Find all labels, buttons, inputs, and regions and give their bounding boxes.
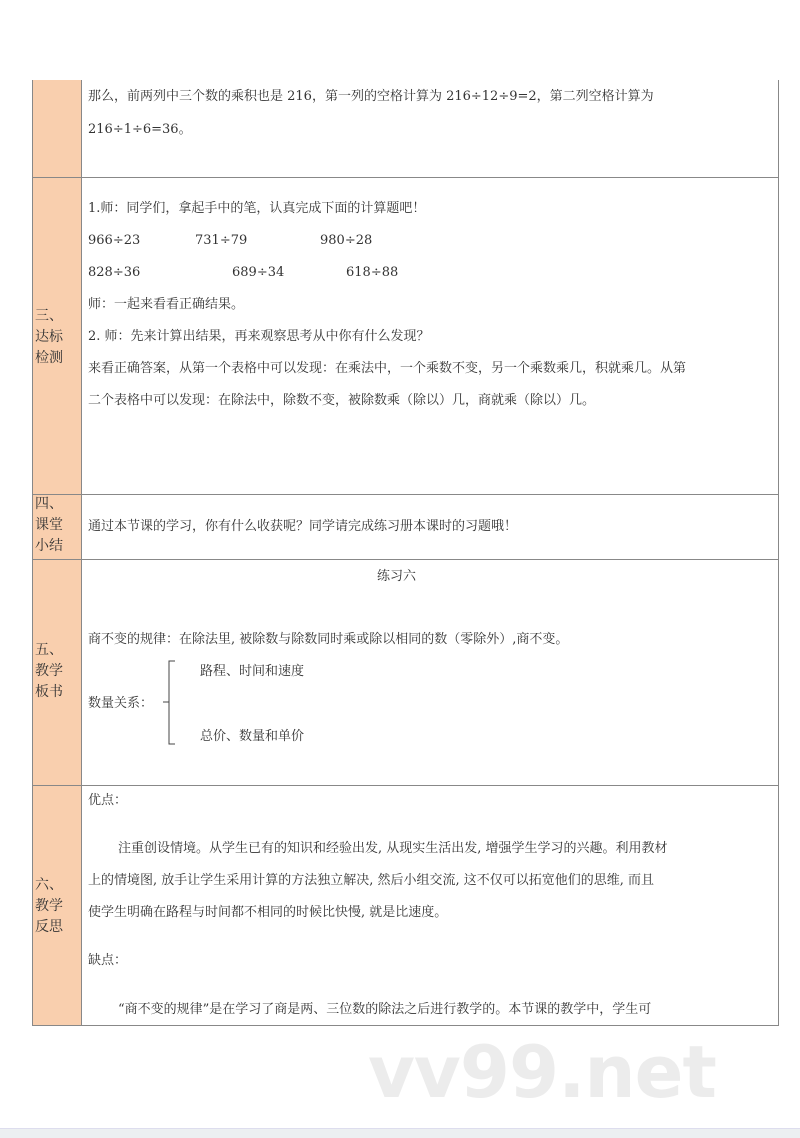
problem: 689÷34 <box>232 265 285 280</box>
section-label-6: 六、 教学 反思 <box>35 877 63 935</box>
pros-label: 优点： <box>88 793 128 808</box>
text-line: 1.师：同学们，拿起手中的笔，认真完成下面的计算题吧！ <box>88 201 426 216</box>
section-label-3: 三、 达标 检测 <box>35 308 63 366</box>
relation-item: 路程、时间和速度 <box>200 664 305 679</box>
text-line: 216÷1÷6=36。 <box>88 122 192 137</box>
text-line: 师：一起来看看正确结果。 <box>88 297 245 312</box>
section-label-5: 五、 教学 板书 <box>35 642 63 700</box>
relation-item: 总价、数量和单价 <box>200 729 305 744</box>
text-line: 2. 师：先来计算出结果，再来观察思考从中你有什么发现？ <box>88 329 430 344</box>
watermark: vv99.net <box>368 1030 716 1114</box>
text-line: 使学生明确在路程与时间都不相同的时候比快慢, 就是比速度。 <box>88 905 448 920</box>
board-title: 练习六 <box>377 569 417 584</box>
text-line: 上的情境图, 放手让学生采用计算的方法独立解决, 然后小组交流, 这不仅可以拓宽他们的思维, 而且 <box>88 873 655 888</box>
cons-label: 缺点： <box>88 953 128 968</box>
text-line: “商不变的规律”是在学习了商是两、三位数的除法之后进行教学的。本节课的教学中，学生可 <box>118 1002 652 1017</box>
text-line: 那么，前两列中三个数的乘积也是 216，第一列的空格计算为 216÷12÷9=2，第二列空格计算为 <box>88 89 654 104</box>
row-divider <box>33 785 778 786</box>
text-line: 注重创设情境。从学生已有的知识和经验出发, 从现实生活出发, 增强学生学习的兴趣。利用教材 <box>118 841 668 856</box>
rule-text: 商不变的规律：在除法里, 被除数与除数同时乘或除以相同的数（零除外）,商不变。 <box>88 632 569 647</box>
problem: 980÷28 <box>320 233 373 248</box>
row-divider <box>33 559 778 560</box>
summary-text: 通过本节课的学习，你有什么收获呢？同学请完成练习册本课时的习题哦！ <box>88 519 518 534</box>
text-line: 二个表格中可以发现：在除法中，除数不变，被除数乘（除以）几，商就乘（除以）几。 <box>88 393 596 408</box>
section-label-4: 四、 课堂 小结 <box>35 496 63 554</box>
brace-icon <box>162 660 176 745</box>
problem: 966÷23 <box>88 233 141 248</box>
row-divider <box>33 177 778 178</box>
relation-label: 数量关系： <box>88 696 154 711</box>
problem: 618÷88 <box>346 265 399 280</box>
text-line: 来看正确答案，从第一个表格中可以发现：在乘法中，一个乘数不变，另一个乘数乘几，积就乘几。从第 <box>88 361 687 376</box>
row-divider <box>33 494 778 495</box>
problem: 731÷79 <box>195 233 248 248</box>
problem: 828÷36 <box>88 265 141 280</box>
